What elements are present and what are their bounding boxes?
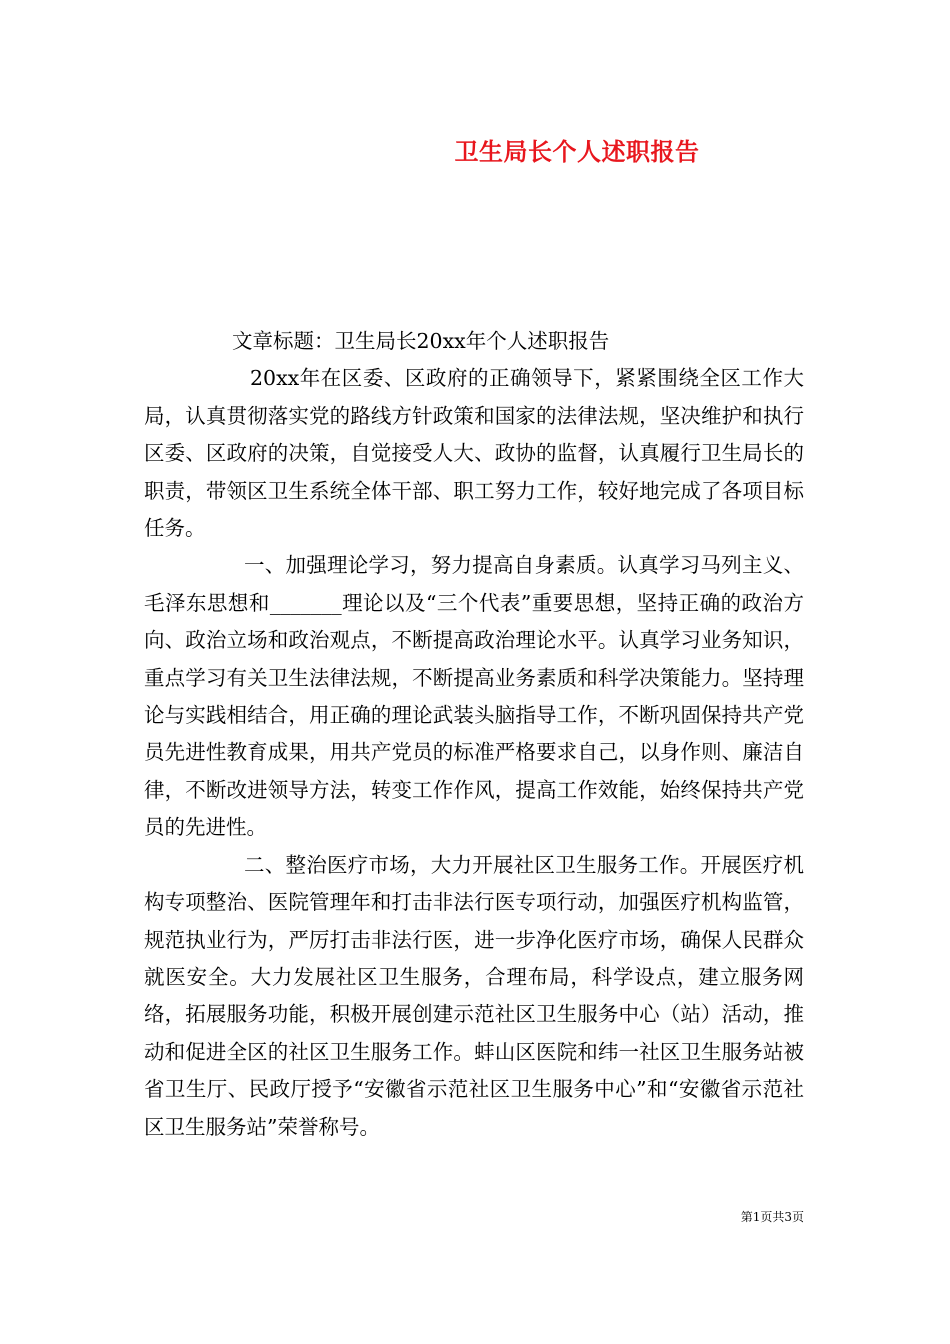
document-body <box>144 323 804 1146</box>
section-one-paragraph: 一、加强理论学习，努力提高自身素质。认真学习马列主义、毛泽东思想和_______理论以及“三个代表”重要思想，坚持正确的政治方向、政治立场和政治观点，不断提高政治理论水平。认真学习业务知识，重点学习有关卫生法律法规，不断提高业务素质和科学决策能力。坚持理论与实践相结合，用正确的理论武装头脑指导工作，不断巩固保持共产党员先进性教育成果，用共产党员的标准严格要求自己，以身作则、廉洁自律，不断改进领导方法，转变工作作风，提高工作效能，始终保持共产党员的先进性。 <box>144 553 804 840</box>
article-subtitle: 文章标题：卫生局长20xx年个人述职报告 <box>232 329 610 353</box>
intro-paragraph: 20xx年在区委、区政府的正确领导下，紧紧围绕全区工作大局，认真贯彻落实党的路线方针政策和国家的法律法规，坚决维护和执行区委、区政府的决策，自觉接受人大、政协的监督，认真履行卫生局长的职责，带领区卫生系统全体干部、职工努力工作，较好地完成了各项目标任务。 <box>144 366 804 541</box>
section-two-paragraph: 二、整治医疗市场，大力开展社区卫生服务工作。开展医疗机构专项整治、医院管理年和打击非法行医专项行动，加强医疗机构监管，规范执业行为，严厉打击非法行医，进一步净化医疗市场，确保人民群众就医安全。大力发展社区卫生服务，合理布局，科学设点，建立服务网络，拓展服务功能，积极开展创建示范社区卫生服务中心（站）活动，推动和促进全区的社区卫生服务工作。蚌山区医院和纬一社区卫生服务站被省卫生厅、民政厅授予“安徽省示范社区卫生服务中心”和“安徽省示范社区卫生服务站”荣誉称号。 <box>144 852 804 1139</box>
page-number-footer: 第1页共3页 <box>740 1210 804 1224</box>
document-title: 卫生局长个人述职报告 <box>454 137 700 166</box>
